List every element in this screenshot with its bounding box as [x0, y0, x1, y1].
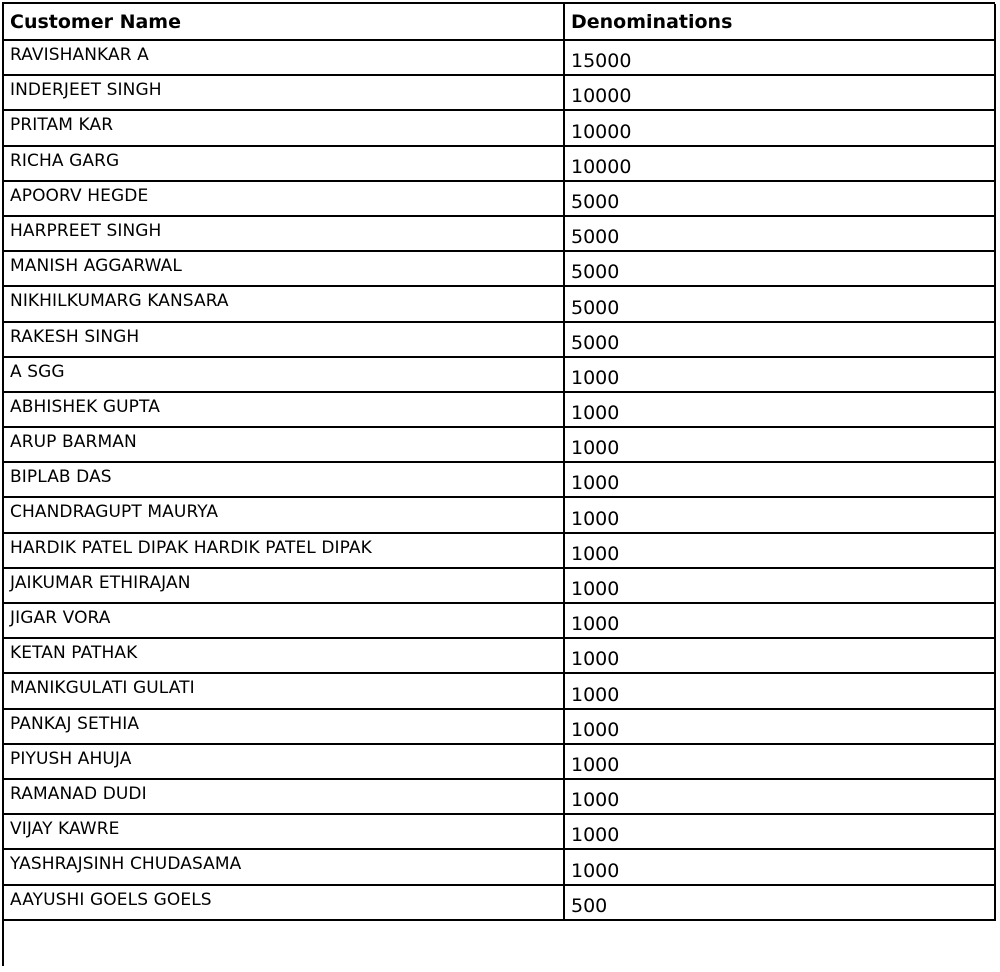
customer-name-cell: AAYUSHI GOELS GOELS	[4, 885, 564, 920]
table-body	[4, 40, 995, 920]
table-row	[4, 568, 995, 603]
header-customer-name: Customer Name	[4, 4, 564, 40]
customer-name-cell: A SGG	[4, 357, 564, 392]
customer-name-cell: HARDIK PATEL DIPAK HARDIK PATEL DIPAK	[4, 533, 564, 568]
table-row	[4, 75, 995, 110]
table-row	[4, 251, 995, 286]
denomination-cell: 10000	[564, 110, 995, 145]
denomination-cell: 1000	[564, 392, 995, 427]
customer-name-cell: PIYUSH AHUJA	[4, 744, 564, 779]
header-row	[4, 4, 995, 40]
denomination-cell: 5000	[564, 251, 995, 286]
table-row	[4, 533, 995, 568]
denomination-cell: 1000	[564, 427, 995, 462]
denomination-cell: 1000	[564, 533, 995, 568]
customer-name-cell: BIPLAB DAS	[4, 462, 564, 497]
table-row	[4, 357, 995, 392]
table-row	[4, 181, 995, 216]
table-row	[4, 427, 995, 462]
customer-name-cell: JIGAR VORA	[4, 603, 564, 638]
customer-name-cell: VIJAY KAWRE	[4, 814, 564, 849]
table-row	[4, 322, 995, 357]
table-row	[4, 603, 995, 638]
denomination-cell: 10000	[564, 146, 995, 181]
denomination-cell: 5000	[564, 216, 995, 251]
table-row	[4, 392, 995, 427]
customer-name-cell: CHANDRAGUPT MAURYA	[4, 497, 564, 532]
denomination-cell: 15000	[564, 40, 995, 75]
denomination-cell: 1000	[564, 744, 995, 779]
table-row	[4, 709, 995, 744]
denomination-cell: 5000	[564, 286, 995, 321]
denomination-cell: 500	[564, 885, 995, 920]
denomination-cell: 1000	[564, 462, 995, 497]
table-row	[4, 497, 995, 532]
customer-name-cell: PANKAJ SETHIA	[4, 709, 564, 744]
denomination-cell: 1000	[564, 638, 995, 673]
denomination-cell: 1000	[564, 709, 995, 744]
customer-name-cell: RICHA GARG	[4, 146, 564, 181]
table-row	[4, 638, 995, 673]
customer-name-cell: RAMANAD DUDI	[4, 779, 564, 814]
table-row	[4, 779, 995, 814]
customer-name-cell: APOORV HEGDE	[4, 181, 564, 216]
customer-name-cell: RAVISHANKAR A	[4, 40, 564, 75]
table-row	[4, 146, 995, 181]
denomination-cell: 1000	[564, 673, 995, 708]
denomination-cell: 1000	[564, 814, 995, 849]
table-row	[4, 885, 995, 920]
header-denominations: Denominations	[564, 4, 995, 40]
denomination-cell: 1000	[564, 357, 995, 392]
customer-name-cell: NIKHILKUMARG KANSARA	[4, 286, 564, 321]
denomination-cell: 5000	[564, 322, 995, 357]
denomination-cell: 1000	[564, 849, 995, 884]
denomination-cell: 1000	[564, 497, 995, 532]
spreadsheet-table	[2, 2, 995, 966]
customer-name-cell: PRITAM KAR	[4, 110, 564, 145]
denomination-cell: 10000	[564, 75, 995, 110]
table-row	[4, 744, 995, 779]
denomination-cell: 1000	[564, 603, 995, 638]
table-row	[4, 849, 995, 884]
table-row	[4, 40, 995, 75]
customer-denominations-table	[4, 4, 996, 921]
customer-name-cell: KETAN PATHAK	[4, 638, 564, 673]
table-row	[4, 110, 995, 145]
customer-name-cell: HARPREET SINGH	[4, 216, 564, 251]
table-row	[4, 673, 995, 708]
customer-name-cell: RAKESH SINGH	[4, 322, 564, 357]
customer-name-cell: INDERJEET SINGH	[4, 75, 564, 110]
table-row	[4, 216, 995, 251]
denomination-cell: 1000	[564, 568, 995, 603]
customer-name-cell: ABHISHEK GUPTA	[4, 392, 564, 427]
customer-name-cell: JAIKUMAR ETHIRAJAN	[4, 568, 564, 603]
denomination-cell: 5000	[564, 181, 995, 216]
table-row	[4, 814, 995, 849]
customer-name-cell: ARUP BARMAN	[4, 427, 564, 462]
customer-name-cell: MANIKGULATI GULATI	[4, 673, 564, 708]
denomination-cell: 1000	[564, 779, 995, 814]
customer-name-cell: MANISH AGGARWAL	[4, 251, 564, 286]
table-row	[4, 462, 995, 497]
customer-name-cell: YASHRAJSINH CHUDASAMA	[4, 849, 564, 884]
table-row	[4, 286, 995, 321]
